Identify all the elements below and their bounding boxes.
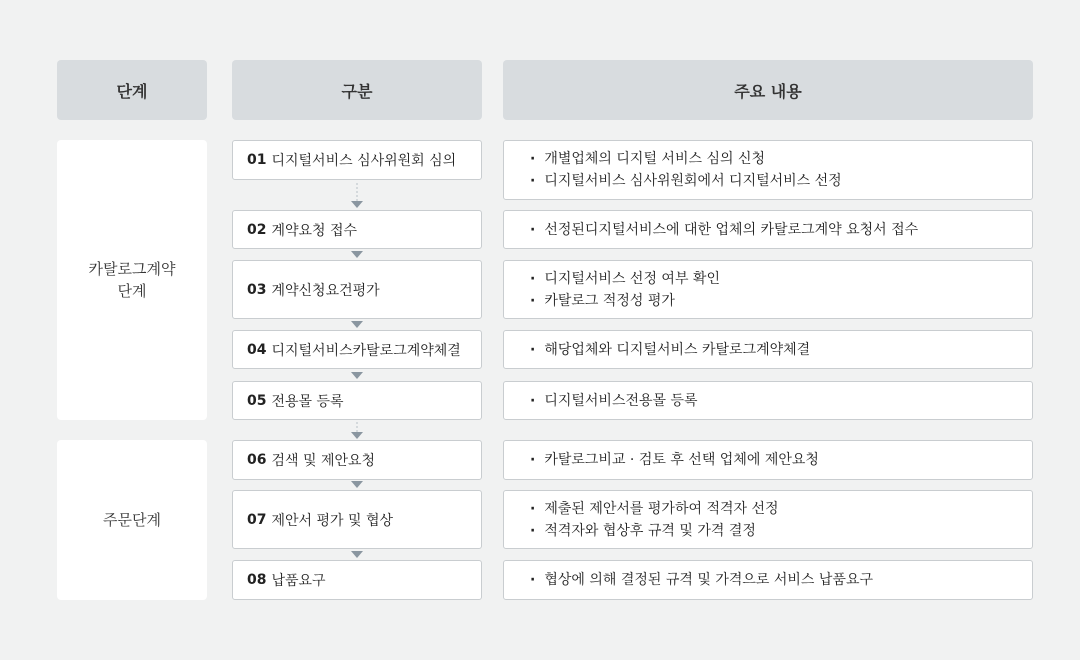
step-03 [232, 260, 482, 319]
desc-line: · 개별업체의 디지털 서비스 심의 신청 [530, 148, 1032, 170]
step-label: 계약요청 접수 [271, 222, 358, 239]
stage-order [57, 440, 207, 600]
desc-line: · 디지털서비스 선정 여부 확인 [530, 268, 1032, 290]
desc-04 [503, 330, 1033, 369]
stage-contract [57, 140, 207, 420]
step-01 [232, 140, 482, 180]
step-label: 디지털서비스카탈로그계약체결 [271, 342, 461, 359]
header-content: 주요 내용 [503, 60, 1033, 120]
desc-line: · 해당업체와 디지털서비스 카탈로그계약체결 [530, 339, 1032, 361]
desc-line: · 디지털서비스 심사위원회에서 디지털서비스 선정 [530, 170, 1032, 192]
stage-order-label: 주문단계 [103, 511, 161, 529]
desc-07 [503, 490, 1033, 549]
desc-line: · 카탈로그비교 · 검토 후 선택 업체에 제안요청 [530, 449, 1032, 471]
step-label: 제안서 평가 및 협상 [271, 512, 394, 529]
step-label: 검색 및 제안요청 [271, 453, 376, 469]
step-number: 03 [247, 281, 267, 298]
step-number: 04 [247, 341, 267, 358]
step-04 [232, 330, 482, 369]
desc-line: · 디지털서비스전용몰 등록 [530, 390, 1032, 412]
arrow-down-icon [350, 183, 364, 209]
desc-01 [503, 140, 1033, 200]
stage-contract-line1: 카탈로그계약 [88, 260, 176, 278]
step-number: 06 [247, 452, 267, 468]
header-stage: 단계 [57, 60, 207, 120]
step-05 [232, 381, 482, 420]
step-label: 전용몰 등록 [271, 393, 344, 410]
desc-08 [503, 560, 1033, 600]
step-number: 08 [247, 572, 267, 588]
step-08 [232, 560, 482, 600]
arrow-down-icon [350, 320, 364, 330]
step-label: 납품요구 [271, 573, 326, 589]
desc-05 [503, 381, 1033, 420]
arrow-down-icon [350, 549, 364, 560]
step-number: 07 [247, 511, 267, 528]
desc-line: · 카탈로그 적정성 평가 [530, 290, 1032, 312]
step-label: 계약신청요건평가 [271, 282, 380, 299]
desc-03 [503, 260, 1033, 319]
step-number: 02 [247, 221, 267, 238]
step-label: 디지털서비스 심사위원회 심의 [271, 153, 457, 169]
step-02 [232, 210, 482, 249]
desc-02 [503, 210, 1033, 249]
header-category: 구분 [232, 60, 482, 120]
desc-line: · 선정된디지털서비스에 대한 업체의 카탈로그계약 요청서 접수 [530, 219, 1032, 241]
desc-line: · 제출된 제안서를 평가하여 적격자 선정 [530, 498, 1032, 520]
arrow-down-icon [350, 250, 364, 260]
arrow-down-icon [350, 480, 364, 490]
arrow-down-icon [350, 370, 364, 381]
stage-contract-line2: 단계 [117, 282, 147, 300]
step-06 [232, 440, 482, 480]
desc-line: · 협상에 의해 결정된 규격 및 가격으로 서비스 납품요구 [530, 569, 1032, 591]
step-07 [232, 490, 482, 549]
step-number: 01 [247, 152, 267, 168]
arrow-down-icon [350, 422, 364, 440]
step-number: 05 [247, 392, 267, 409]
desc-line: · 적격자와 협상후 규격 및 가격 결정 [530, 520, 1032, 542]
desc-06 [503, 440, 1033, 480]
